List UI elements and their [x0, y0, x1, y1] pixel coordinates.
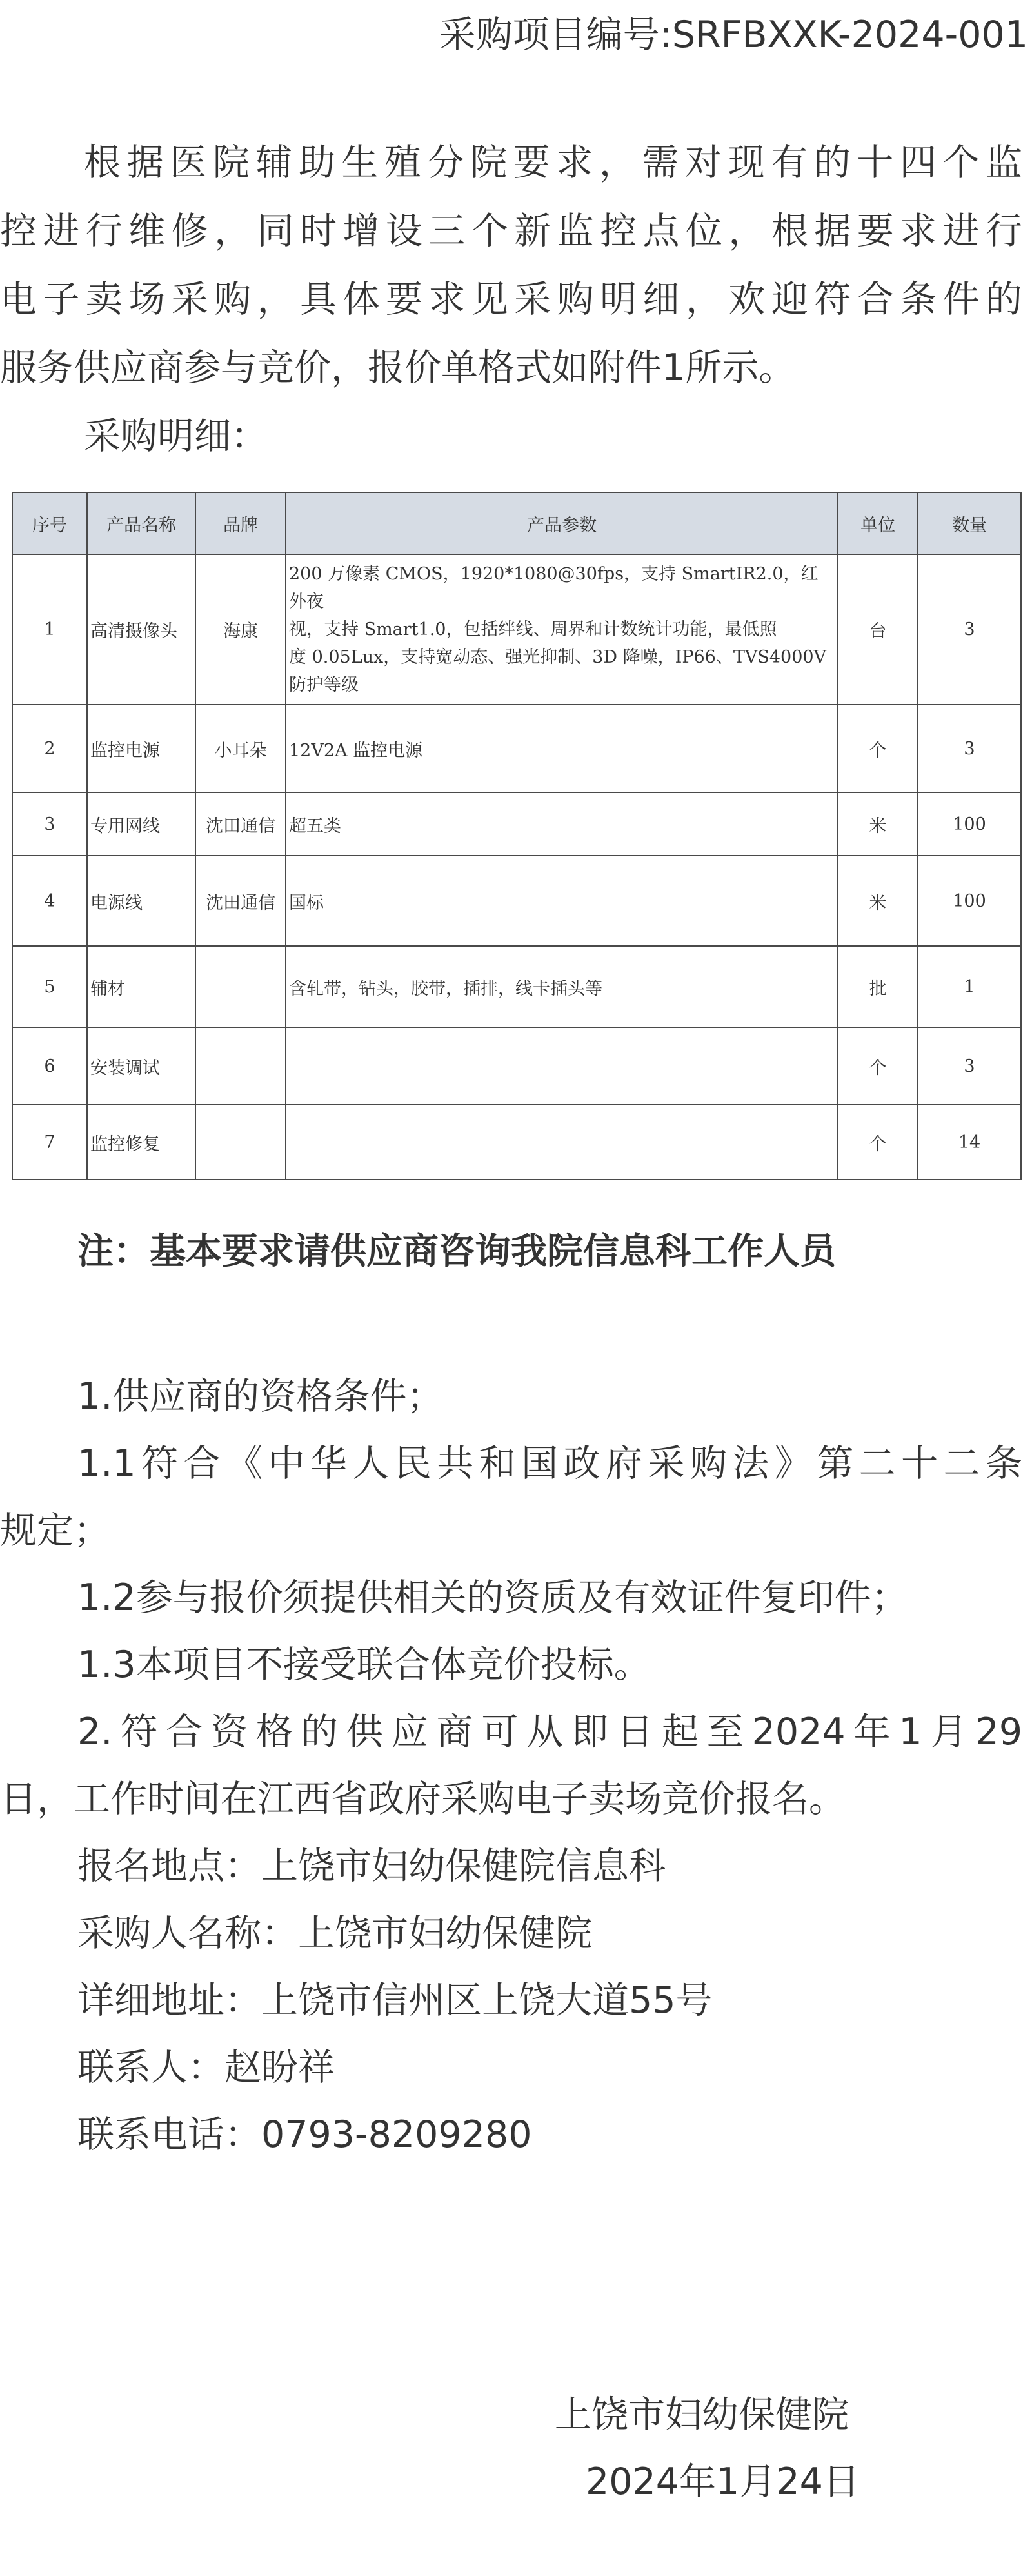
table-row	[12, 856, 1021, 946]
params-line: 200 万像素 CMOS，1920*1080@30fps，支持 SmartIR2.0，红外夜	[289, 564, 819, 612]
req-2-line-1: 2.符合资格的供应商可从即日起至2024年1月29	[77, 1711, 1022, 1753]
row-name: 辅材	[87, 946, 195, 1027]
registration-location: 报名地点：上饶市妇幼保健院信息科	[77, 1845, 666, 1887]
row-brand	[195, 946, 286, 1027]
procurement-table	[12, 492, 1022, 1180]
intro-line-1: 根据医院辅助生殖分院要求，需对现有的十四个监	[84, 141, 1022, 184]
row-no: 3	[12, 792, 87, 856]
row-unit: 米	[838, 792, 918, 856]
buyer-name: 采购人名称：上饶市妇幼保健院	[77, 1912, 592, 1955]
row-params	[286, 554, 838, 705]
row-qty: 1	[918, 946, 1021, 1027]
params-line: 视，支持 Smart1.0，包括绊线、周界和计数统计功能，最低照	[289, 619, 777, 639]
row-brand: 沈田通信	[195, 792, 286, 856]
signature-date: 2024年1月24日	[586, 2460, 860, 2503]
row-name: 监控电源	[87, 705, 195, 792]
row-params	[286, 1027, 838, 1105]
params-line: 防护等级	[289, 675, 359, 695]
row-no: 1	[12, 554, 87, 705]
req-1-3: 1.3本项目不接受联合体竞价投标。	[77, 1644, 651, 1686]
contact-person: 联系人：赵盼祥	[77, 2046, 335, 2089]
row-brand	[195, 1105, 286, 1180]
col-header-no: 序号	[12, 492, 87, 554]
row-no: 2	[12, 705, 87, 792]
row-params	[286, 1105, 838, 1180]
intro-line-3: 电子卖场采购，具体要求见采购明细，欢迎符合条件的	[0, 278, 1022, 321]
row-name: 电源线	[87, 856, 195, 946]
req-1-1-line-2: 规定；	[0, 1509, 110, 1552]
row-qty: 100	[918, 856, 1021, 946]
table-row	[12, 792, 1021, 856]
col-header-unit: 单位	[838, 492, 918, 554]
row-params: 超五类	[286, 792, 838, 856]
table-row	[12, 946, 1021, 1027]
row-no: 7	[12, 1105, 87, 1180]
row-qty: 3	[918, 1027, 1021, 1105]
row-brand: 海康	[195, 554, 286, 705]
intro-line-2: 控进行维修，同时增设三个新监控点位，根据要求进行	[0, 210, 1022, 252]
row-name: 高清摄像头	[87, 554, 195, 705]
row-no: 4	[12, 856, 87, 946]
row-unit: 台	[838, 554, 918, 705]
row-qty: 3	[918, 554, 1021, 705]
procurement-table-wrap	[12, 492, 1020, 1180]
contact-phone: 联系电话：0793-8209280	[77, 2113, 532, 2156]
table-row	[12, 1105, 1021, 1180]
row-no: 5	[12, 946, 87, 1027]
row-name: 监控修复	[87, 1105, 195, 1180]
row-unit: 个	[838, 705, 918, 792]
project-number: 采购项目编号:SRFBXXK-2024-001	[439, 14, 1028, 56]
req-2-line-2: 日，工作时间在江西省政府采购电子卖场竞价报名。	[0, 1778, 846, 1820]
row-unit: 米	[838, 856, 918, 946]
row-params: 含轧带，钻头，胶带，插排，线卡插头等	[286, 946, 838, 1027]
row-name: 专用网线	[87, 792, 195, 856]
row-unit: 个	[838, 1027, 918, 1105]
row-params: 12V2A 监控电源	[286, 705, 838, 792]
row-no: 6	[12, 1027, 87, 1105]
row-unit: 个	[838, 1105, 918, 1180]
row-name: 安装调试	[87, 1027, 195, 1105]
col-header-brand: 品牌	[195, 492, 286, 554]
detail-heading: 采购明细：	[84, 415, 268, 458]
table-row	[12, 1027, 1021, 1105]
row-qty: 14	[918, 1105, 1021, 1180]
intro-line-4: 服务供应商参与竞价，报价单格式如附件1所示。	[0, 347, 796, 389]
row-brand: 沈田通信	[195, 856, 286, 946]
row-params: 国标	[286, 856, 838, 946]
params-line: 度 0.05Lux，支持宽动态、强光抑制、3D 降噪，IP66、TVS4000V	[289, 647, 827, 667]
table-row	[12, 705, 1021, 792]
row-unit: 批	[838, 946, 918, 1027]
row-qty: 100	[918, 792, 1021, 856]
col-header-name: 产品名称	[87, 492, 195, 554]
req-1: 1.供应商的资格条件；	[77, 1375, 444, 1418]
row-qty: 3	[918, 705, 1021, 792]
note-text: 注：基本要求请供应商咨询我院信息科工作人员	[77, 1231, 836, 1273]
table-header-row	[12, 492, 1021, 554]
row-brand: 小耳朵	[195, 705, 286, 792]
col-header-params: 产品参数	[286, 492, 838, 554]
req-1-2: 1.2参与报价须提供相关的资质及有效证件复印件；	[77, 1576, 908, 1619]
table-row	[12, 554, 1021, 705]
req-1-1-line-1: 1.1符合《中华人民共和国政府采购法》第二十二条	[77, 1442, 1022, 1485]
signature-org: 上饶市妇幼保健院	[555, 2393, 849, 2436]
row-brand	[195, 1027, 286, 1105]
detailed-address: 详细地址：上饶市信州区上饶大道55号	[77, 1979, 713, 2022]
col-header-qty: 数量	[918, 492, 1021, 554]
